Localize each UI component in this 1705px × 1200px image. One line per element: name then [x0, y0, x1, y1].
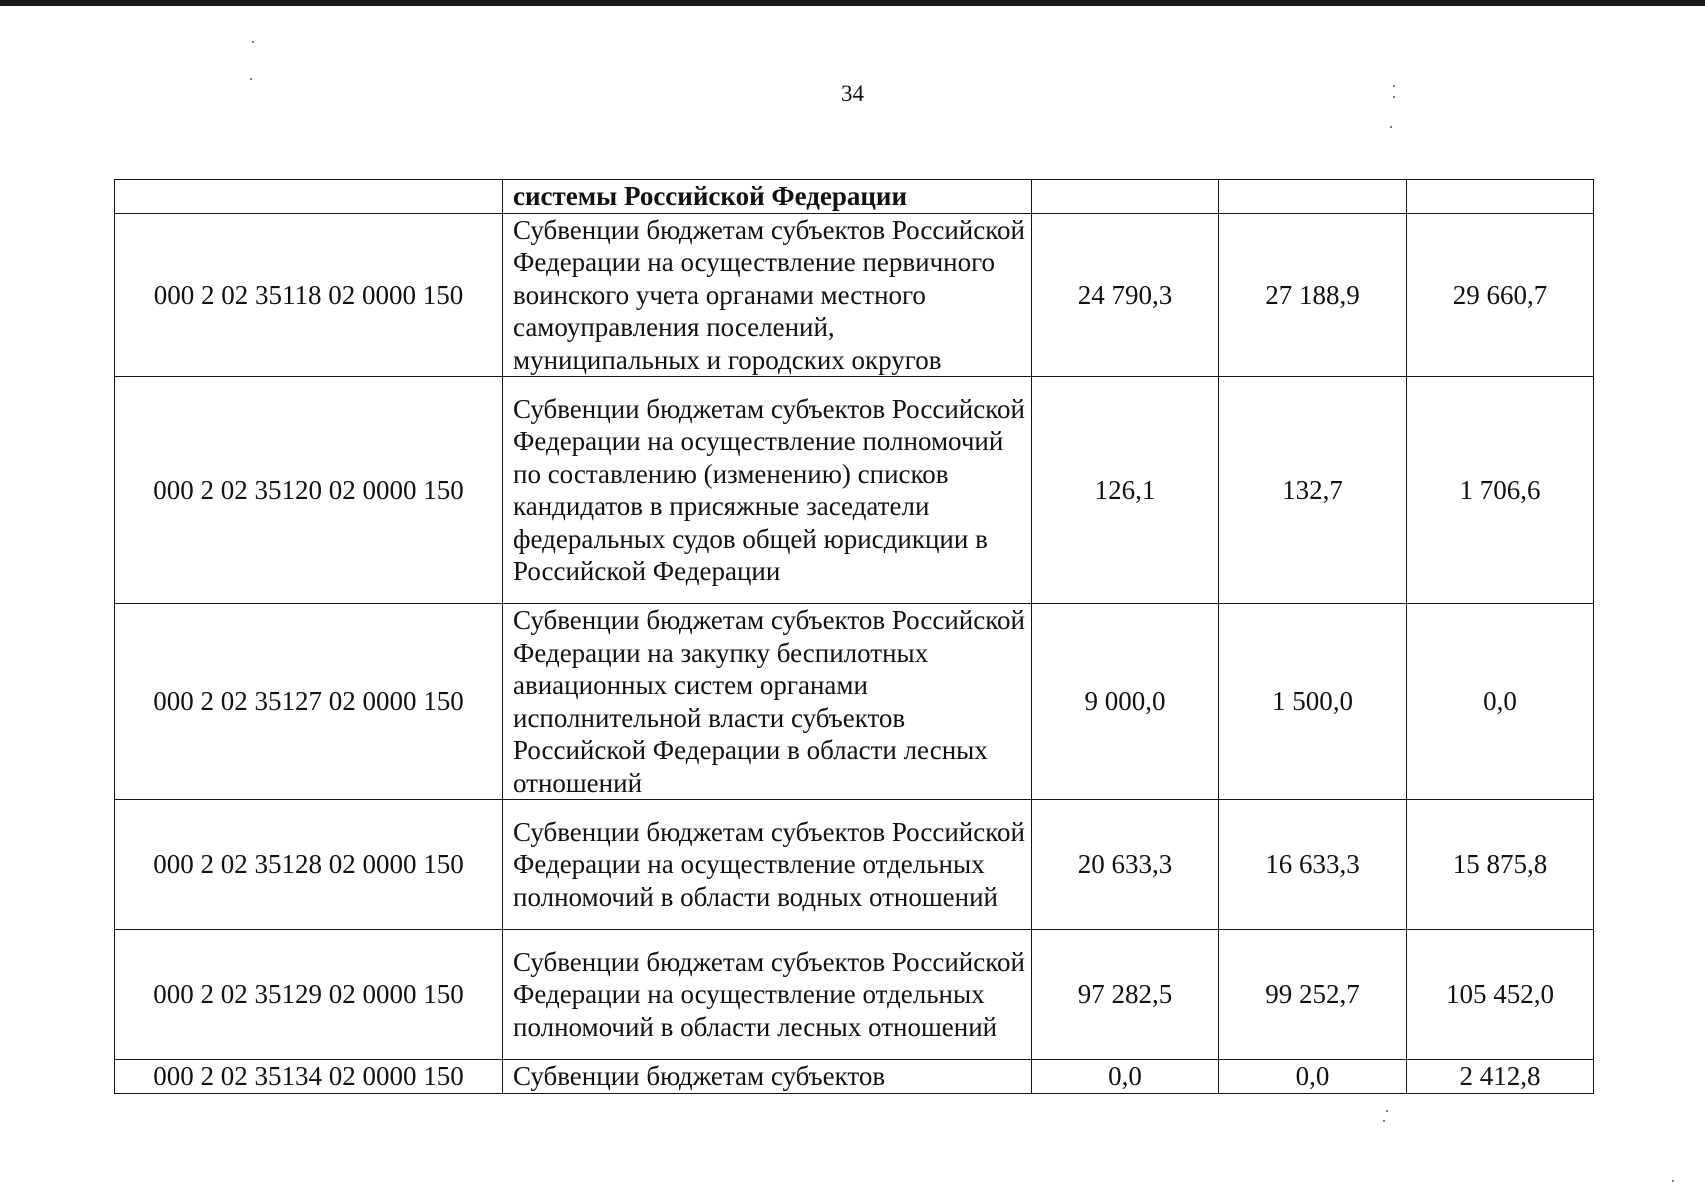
table-row	[115, 1060, 1594, 1094]
scan-speck	[1386, 1110, 1388, 1112]
budget-table	[114, 179, 1594, 1094]
value-cell-1: 97 282,5	[1032, 930, 1219, 1060]
code-cell	[115, 180, 503, 214]
description-cell: Субвенции бюджетам субъектов Российской Федерации на закупку беспилотных авиационных систем органами исполнительной власти субъектов Российской Федерации в области лесных отношений	[503, 604, 1032, 800]
page-number: 34	[841, 81, 864, 106]
code-cell: 000 2 02 35134 02 0000 150	[115, 1060, 503, 1094]
table-row	[115, 604, 1594, 800]
description-cell: Субвенции бюджетам субъектов Российской Федерации на осуществление отдельных полномочий в области водных отношений	[503, 800, 1032, 930]
scan-speck	[1672, 1180, 1674, 1182]
scan-speck	[1393, 85, 1395, 87]
scan-speck	[1383, 1120, 1385, 1122]
value-cell-1: 24 790,3	[1032, 213, 1219, 377]
value-cell-1: 126,1	[1032, 377, 1219, 604]
scan-speck	[1390, 126, 1392, 128]
value-cell-3: 0,0	[1407, 604, 1594, 800]
code-cell: 000 2 02 35118 02 0000 150	[115, 213, 503, 377]
code-cell: 000 2 02 35129 02 0000 150	[115, 930, 503, 1060]
code-cell: 000 2 02 35120 02 0000 150	[115, 377, 503, 604]
description-cell: Субвенции бюджетам субъектов	[503, 1060, 1032, 1094]
value-cell-2: 1 500,0	[1219, 604, 1407, 800]
description-cell: Субвенции бюджетам субъектов Российской Федерации на осуществление отдельных полномочий в области лесных отношений	[503, 930, 1032, 1060]
value-cell-3: 29 660,7	[1407, 213, 1594, 377]
value-cell-2: 0,0	[1219, 1060, 1407, 1094]
value-cell-3	[1407, 180, 1594, 214]
table-row	[115, 377, 1594, 604]
value-cell-1: 0,0	[1032, 1060, 1219, 1094]
table-row	[115, 180, 1594, 214]
value-cell-2: 132,7	[1219, 377, 1407, 604]
value-cell-2: 16 633,3	[1219, 800, 1407, 930]
scan-speck	[252, 41, 254, 43]
code-cell: 000 2 02 35127 02 0000 150	[115, 604, 503, 800]
value-cell-1: 20 633,3	[1032, 800, 1219, 930]
value-cell-1: 9 000,0	[1032, 604, 1219, 800]
code-cell: 000 2 02 35128 02 0000 150	[115, 800, 503, 930]
value-cell-3: 2 412,8	[1407, 1060, 1594, 1094]
table-row	[115, 213, 1594, 377]
scan-speck	[1393, 96, 1395, 98]
table-row	[115, 800, 1594, 930]
value-cell-3: 1 706,6	[1407, 377, 1594, 604]
value-cell-1	[1032, 180, 1219, 214]
scan-speck	[250, 78, 252, 80]
value-cell-2: 27 188,9	[1219, 213, 1407, 377]
description-cell: Субвенции бюджетам субъектов Российской Федерации на осуществление первичного воинского учета органами местного самоуправления поселений, муниципальных и городских округов	[503, 213, 1032, 377]
scan-top-edge	[0, 0, 1705, 6]
table-row	[115, 930, 1594, 1060]
value-cell-3: 105 452,0	[1407, 930, 1594, 1060]
value-cell-3: 15 875,8	[1407, 800, 1594, 930]
description-cell: Субвенции бюджетам субъектов Российской Федерации на осуществление полномочий по составлению (изменению) списков кандидатов в присяжные заседатели федеральных судов общей юрисдикции в Российской Федерации	[503, 377, 1032, 604]
value-cell-2	[1219, 180, 1407, 214]
value-cell-2: 99 252,7	[1219, 930, 1407, 1060]
description-cell: системы Российской Федерации	[503, 180, 1032, 214]
